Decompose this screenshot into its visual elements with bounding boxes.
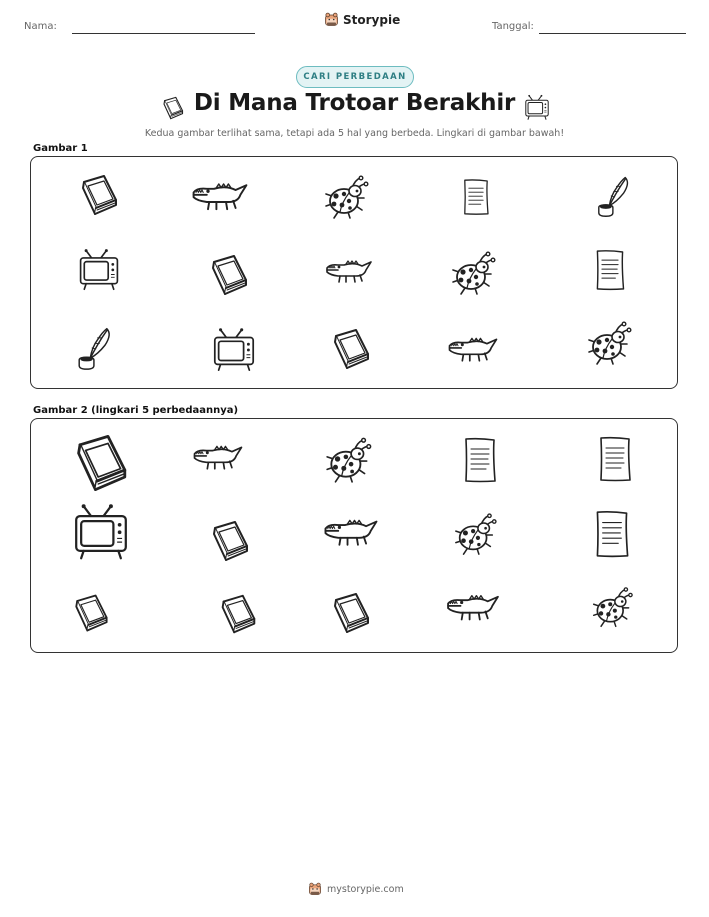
p1-ladybug-icon-3 [318,172,376,222]
p1-book-icon-13 [322,324,380,374]
p1-paper-icon-10 [592,246,628,294]
p1-tv-icon-12 [210,325,258,373]
p1-quill-icon-11 [70,322,116,374]
p1-crocodile-icon-2 [190,178,250,214]
name-label: Nama: [24,21,57,32]
storypie-logo-icon [324,12,339,27]
page-title: Di Mana Trotoar Berakhir [193,90,516,116]
ladybug-icon [448,248,500,298]
panel1-label: Gambar 1 [33,143,88,154]
brand-logo [324,12,400,27]
p2-book-icon-11[interactable] [62,590,120,636]
crocodile-icon [444,333,502,365]
footer [308,882,404,896]
quill-icon [70,322,116,374]
book-icon [200,516,260,566]
p1-paper-icon-4 [460,172,492,222]
p2-crocodile-icon-8[interactable] [322,514,380,550]
brand-name: Storypie [343,12,401,27]
name-field[interactable] [72,33,255,34]
p2-paper-icon-10[interactable] [591,508,633,560]
ladybug-icon [584,318,636,368]
activity-badge: CARI PERBEDAAN [296,66,414,88]
book-icon [322,588,380,638]
paper-icon [591,508,633,560]
p2-ladybug-icon-3[interactable] [320,434,378,486]
crocodile-icon [444,590,502,624]
p2-book-icon-1[interactable] [62,428,140,498]
ladybug-icon [450,510,502,558]
panel2-label: Gambar 2 (lingkari 5 perbedaannya) [33,405,239,416]
date-field[interactable] [539,33,686,34]
book-icon [62,428,140,498]
p2-crocodile-icon-2[interactable] [190,441,246,473]
tv-icon [210,325,258,373]
p1-tv-icon-6 [76,246,122,292]
p1-ladybug-icon-15 [584,318,636,368]
p2-book-icon-7[interactable] [200,516,260,566]
p2-ladybug-icon-9[interactable] [450,510,502,558]
ladybug-icon [320,434,378,486]
p1-quill-icon-5 [590,170,634,222]
p2-paper-icon-5[interactable] [595,433,635,485]
quill-icon [590,170,634,222]
p2-book-icon-13[interactable] [322,588,380,638]
p2-tv-icon-6[interactable] [68,500,134,562]
book-icon [62,590,120,636]
book-icon [200,250,258,300]
p1-crocodile-icon-8 [322,256,376,286]
tv-icon [76,246,122,292]
crocodile-icon [322,514,380,550]
paper-icon [595,433,635,485]
crocodile-icon [322,256,376,286]
p2-ladybug-icon-15[interactable] [586,584,640,630]
p2-crocodile-icon-14[interactable] [444,590,502,624]
book-icon [322,324,380,374]
footer-url: mystorypie.com [327,883,404,895]
tv-icon [68,500,134,562]
p2-paper-icon-4[interactable] [460,435,500,485]
paper-icon [592,246,628,294]
p1-book-icon-7 [200,250,258,300]
p1-book-icon-1 [70,170,128,220]
crocodile-icon [190,441,246,473]
paper-icon [460,435,500,485]
p1-crocodile-icon-14 [444,333,502,365]
paper-icon [460,172,492,222]
storypie-logo-icon [308,882,322,896]
book-icon [210,590,266,638]
p2-book-icon-12[interactable] [210,590,266,638]
crocodile-icon [190,178,250,214]
ladybug-icon [586,584,640,630]
title-tv-icon [523,92,551,122]
p1-ladybug-icon-9 [448,248,500,298]
ladybug-icon [318,172,376,222]
book-icon [70,170,128,220]
date-label: Tanggal: [492,21,534,32]
instructions: Kedua gambar terlihat sama, tetapi ada 5 hal yang berbeda. Lingkari di gambar bawah! [144,128,565,139]
